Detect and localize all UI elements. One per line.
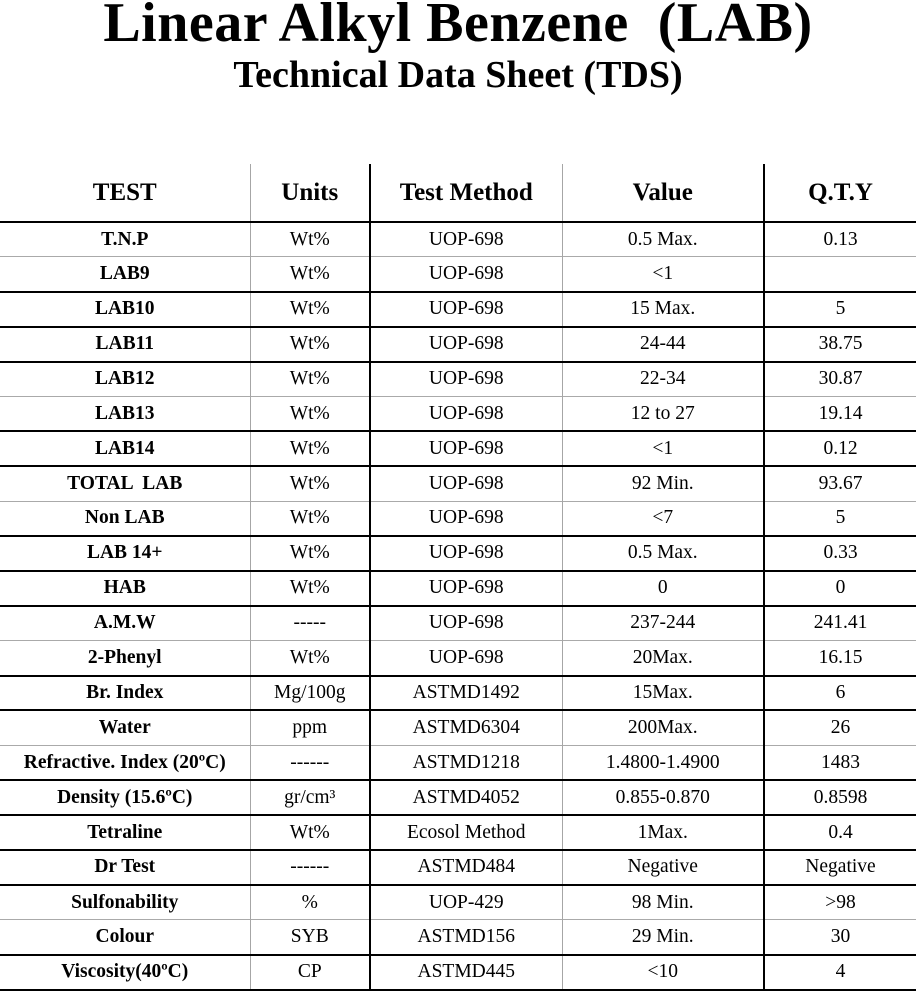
table-row (0, 501, 916, 536)
table-body (0, 222, 916, 990)
table-row (0, 815, 916, 850)
value-cell: <10 (562, 955, 764, 990)
value-cell: 1.4800-1.4900 (562, 745, 764, 780)
value-cell: 1Max. (562, 815, 764, 850)
table-row (0, 431, 916, 466)
qty-cell: 30 (830, 926, 851, 947)
table-row (0, 641, 916, 676)
test-name-cell: TOTAL LAB (0, 466, 250, 501)
test-name-cell: Sulfonability (0, 885, 250, 920)
test-method-cell: UOP-429 (370, 885, 562, 920)
column-header-value: Value (562, 164, 764, 222)
qty-cell: 93.67 (818, 472, 863, 494)
value-cell: 22-34 (562, 362, 764, 397)
table-row (0, 571, 916, 606)
value-cell: 15 Max. (562, 292, 764, 327)
table-row (0, 780, 916, 815)
test-name-cell: 2-Phenyl (0, 641, 250, 676)
value-cell: <7 (562, 501, 764, 536)
test-name-cell: Non LAB (0, 501, 250, 536)
test-name-cell: Dr Test (0, 850, 250, 885)
units-cell: Wt% (250, 327, 370, 362)
table-row (0, 362, 916, 397)
units-cell: ----- (250, 606, 370, 641)
units-cell: Wt% (250, 431, 370, 466)
test-method-cell: UOP-698 (370, 501, 562, 536)
units-cell: CP (250, 955, 370, 990)
units-cell: Wt% (250, 501, 370, 536)
qty-cell: 4 (835, 961, 846, 983)
test-name-cell: LAB10 (0, 292, 250, 327)
test-method-cell: UOP-698 (370, 571, 562, 606)
qty-cell: 5 (835, 507, 846, 529)
test-method-cell: UOP-698 (370, 362, 562, 397)
value-cell: 200Max. (562, 710, 764, 745)
value-cell: 24-44 (562, 327, 764, 362)
test-name-cell: Water (0, 710, 250, 745)
test-method-cell: ASTMD156 (370, 920, 562, 955)
qty-cell: 0.13 (823, 228, 858, 250)
column-header-test-method: Test Method (370, 164, 562, 222)
units-cell: Wt% (250, 536, 370, 571)
units-cell: Wt% (250, 292, 370, 327)
table-row (0, 327, 916, 362)
qty-cell: 38.75 (818, 333, 863, 355)
test-method-cell: UOP-698 (370, 466, 562, 501)
test-method-cell: UOP-698 (370, 536, 562, 571)
test-method-cell: UOP-698 (370, 606, 562, 641)
test-method-cell: ASTMD484 (370, 850, 562, 885)
value-cell: 0.5 Max. (562, 536, 764, 571)
table-row (0, 222, 916, 257)
table-row (0, 257, 916, 292)
test-method-cell: ASTMD4052 (370, 780, 562, 815)
table-row (0, 466, 916, 501)
value-cell: 0.855-0.870 (562, 780, 764, 815)
table-row (0, 606, 916, 641)
value-cell: 98 Min. (562, 885, 764, 920)
test-name-cell: LAB 14+ (0, 536, 250, 571)
test-name-cell: LAB13 (0, 396, 250, 431)
qty-cell: 0.8598 (813, 786, 868, 808)
test-method-cell: UOP-698 (370, 222, 562, 257)
test-name-cell: Br. Index (0, 676, 250, 711)
value-cell: <1 (562, 257, 764, 292)
test-name-cell: Colour (0, 920, 250, 955)
test-name-cell: Tetraline (0, 815, 250, 850)
test-method-cell: UOP-698 (370, 292, 562, 327)
qty-cell: >98 (825, 891, 856, 913)
table-header-row (0, 164, 916, 222)
units-cell: Mg/100g (250, 676, 370, 711)
units-cell: Wt% (250, 362, 370, 397)
table-row (0, 955, 916, 990)
units-cell: Wt% (250, 222, 370, 257)
specification-table (0, 164, 916, 991)
table-row (0, 850, 916, 885)
table-row (0, 920, 916, 955)
column-header-test: TEST (0, 164, 250, 222)
test-name-cell: Density (15.6ºC) (0, 780, 250, 815)
units-cell: Wt% (250, 815, 370, 850)
test-name-cell: LAB9 (0, 257, 250, 292)
test-method-cell: UOP-698 (370, 327, 562, 362)
qty-cell: 241.41 (813, 612, 868, 634)
units-cell: Wt% (250, 466, 370, 501)
qty-cell: 16.15 (818, 646, 863, 668)
value-cell: 0 (562, 571, 764, 606)
qty-cell: 26 (830, 717, 851, 739)
test-name-cell: HAB (0, 571, 250, 606)
test-name-cell: Refractive. Index (20ºC) (0, 745, 250, 780)
test-name-cell: LAB11 (0, 327, 250, 362)
value-cell: 20Max. (562, 641, 764, 676)
qty-cell: 0 (835, 577, 846, 599)
qty-cell (764, 257, 916, 292)
qty-cell: 5 (835, 298, 846, 320)
column-header-qty: Q.T.Y (764, 164, 916, 222)
units-cell: ------ (250, 850, 370, 885)
units-cell: Wt% (250, 396, 370, 431)
test-name-cell: LAB14 (0, 431, 250, 466)
test-method-cell: UOP-698 (370, 431, 562, 466)
test-method-cell: UOP-698 (370, 396, 562, 431)
table-header (0, 164, 916, 222)
qty-cell: 0.33 (823, 542, 858, 564)
qty-cell: 30.87 (818, 368, 863, 390)
test-method-cell: ASTMD445 (370, 955, 562, 990)
qty-cell: 19.14 (818, 402, 863, 424)
qty-cell: 0.12 (823, 437, 858, 459)
test-name-cell: A.M.W (0, 606, 250, 641)
column-header-units: Units (250, 164, 370, 222)
test-name-cell: Viscosity(40ºC) (0, 955, 250, 990)
value-cell: Negative (562, 850, 764, 885)
test-method-cell: UOP-698 (370, 641, 562, 676)
qty-cell: 0.4 (828, 821, 853, 843)
units-cell: Wt% (250, 641, 370, 676)
value-cell: 237-244 (562, 606, 764, 641)
units-cell: % (250, 885, 370, 920)
document-title: Linear Alkyl Benzene (LAB) (103, 0, 813, 54)
units-cell: ------ (250, 745, 370, 780)
units-cell: ppm (250, 710, 370, 745)
test-method-cell: ASTMD1218 (370, 745, 562, 780)
units-cell: Wt% (250, 257, 370, 292)
test-name-cell: LAB12 (0, 362, 250, 397)
units-cell: SYB (250, 920, 370, 955)
value-cell: 92 Min. (562, 466, 764, 501)
table-row (0, 745, 916, 780)
table-row (0, 292, 916, 327)
table-row (0, 676, 916, 711)
test-method-cell: Ecosol Method (370, 815, 562, 850)
value-cell: 0.5 Max. (562, 222, 764, 257)
qty-cell: 6 (835, 682, 846, 704)
units-cell: Wt% (250, 571, 370, 606)
value-cell: 12 to 27 (562, 396, 764, 431)
table-row (0, 396, 916, 431)
table-row (0, 885, 916, 920)
qty-cell: 1483 (821, 751, 860, 773)
table-row (0, 536, 916, 571)
value-cell: <1 (562, 431, 764, 466)
test-method-cell: ASTMD6304 (370, 710, 562, 745)
units-cell: gr/cm³ (250, 780, 370, 815)
qty-cell: Negative (805, 856, 876, 878)
test-name-cell: T.N.P (0, 222, 250, 257)
document-subtitle: Technical Data Sheet (TDS) (233, 54, 683, 97)
test-method-cell: UOP-698 (370, 257, 562, 292)
value-cell: 29 Min. (562, 920, 764, 955)
table-row (0, 710, 916, 745)
value-cell: 15Max. (562, 676, 764, 711)
test-method-cell: ASTMD1492 (370, 676, 562, 711)
